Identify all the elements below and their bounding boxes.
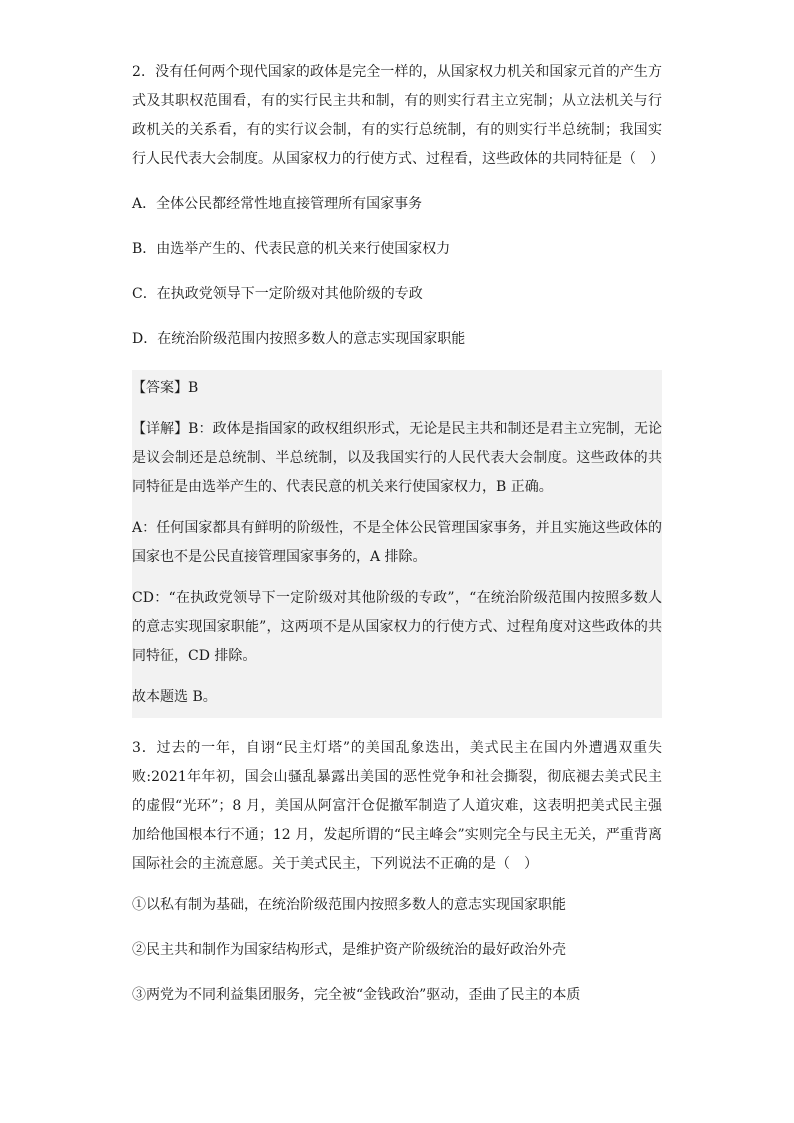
- question-2-option-b: B．由选举产生的、代表民意的机关来行使国家权力: [132, 241, 451, 257]
- question-2-option-d: D．在统治阶级范围内按照多数人的意志实现国家职能: [132, 331, 466, 347]
- question-3-item-3: ③两党为不同利益集团服务，完全被“金钱政治”驱动，歪曲了民主的本质: [132, 987, 581, 1003]
- document-page: [132, 58, 662, 1026]
- explanation-conclusion: 故本题选 B。: [132, 689, 217, 705]
- question-2-option-a: A．全体公民都经常性地直接管理所有国家事务: [132, 196, 423, 212]
- explanation-paragraph: 【详解】B：政体是指国家的政权组织形式，无论是民主共和制还是君主立宪制，无论是议会制还是总统制、半总统制，以及我国实行的人民代表大会制度。这些政体的共同特征是由选举产生的、代表民意的机关来行使国家权力，B 正确。: [132, 421, 662, 495]
- answer-explanation-box: [132, 370, 662, 718]
- question-2-option-c: C．在执政党领导下一定阶级对其他阶级的专政: [132, 286, 423, 302]
- question-2-stem: 2．没有任何两个现代国家的政体是完全一样的，从国家权力机关和国家元首的产生方式及其职权范围看，有的实行民主共和制，有的则实行君主立宪制；从立法机关与行政机关的关系看，有的实行议会制，有的实行总统制，有的则实行半总统制；我国实行人民代表大会制度。从国家权力的行使方式、过程看，这些政体的共同特征是（ ）: [132, 64, 664, 167]
- explanation-paragraph: A：任何国家都具有鲜明的阶级性，不是全体公民管理国家事务，并且实施这些政体的国家也不是公民直接管理国家事务的，A 排除。: [132, 520, 662, 565]
- question-2: [132, 58, 662, 718]
- question-3-stem: 3．过去的一年，自诩“民主灯塔”的美国乱象迭出，美式民主在国内外遭遇双重失败:2021年年初，国会山骚乱暴露出美国的恶性党争和社会撕裂，彻底褪去美式民主的虚假“光环”；8 月，美国从阿富汗仓促撤军制造了人道灾难，这表明把美式民主强加给他国根本行不通；12 月，发起所谓的“民主峰会”实则完全与民主无关，严重背离国际社会的主流意愿。关于美式民主，下列说法不正确的是（ ）: [132, 740, 662, 872]
- explanation-paragraph: CD：“在执政党领导下一定阶级对其他阶级的专政”，“在统治阶级范围内按照多数人的意志实现国家职能”，这两项不是从国家权力的行使方式、过程角度对这些政体的共同特征，CD 排除。: [132, 590, 662, 664]
- question-3-item-1: ①以私有制为基础，在统治阶级范围内按照多数人的意志实现国家职能: [132, 897, 566, 913]
- question-3-item-2: ②民主共和制作为国家结构形式，是维护资产阶级统治的最好政治外壳: [132, 942, 566, 958]
- question-3: [132, 734, 662, 1010]
- answer-label: 【答案】B: [132, 380, 199, 396]
